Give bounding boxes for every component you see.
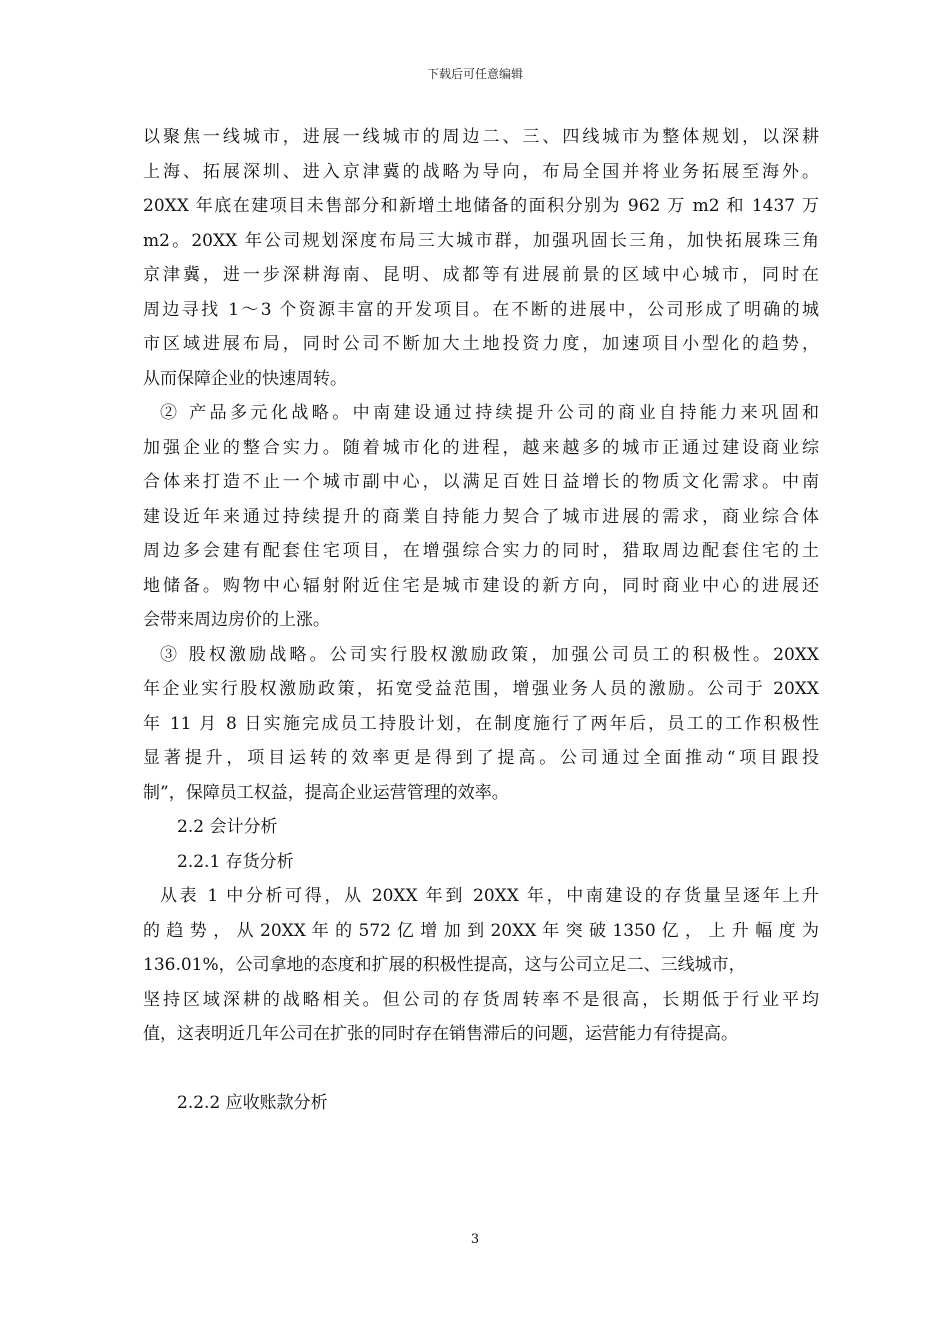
paragraph-line: 年 11 月 8 日实施完成员工持股计划，在制度施行了两年后，员工的工作积极性: [143, 713, 819, 734]
subsection-heading: 2.2.1 存货分析: [177, 851, 294, 872]
paragraph-line: 显著提升，项目运转的效率更是得到了提高。公司通过全面推动“项目跟投: [143, 748, 819, 768]
paragraph-line: ② 产品多元化战略。中南建设通过持续提升公司的商业自持能力来巩固和: [160, 403, 819, 423]
paragraph-line: 周边多会建有配套住宅项目，在增强综合实力的同时，猎取周边配套住宅的土: [143, 541, 819, 561]
paragraph-line: 合体来打造不止一个城市副中心，以满足百姓日益增长的物质文化需求。中南: [143, 472, 819, 492]
paragraph-line: 的 趋 势 ， 从 20XX 年 的 572 亿 增 加 到 20XX 年 突 破 1350 亿 ， 上 升 幅 度 为: [143, 920, 819, 941]
paragraph-line: 加强企业的整合实力。随着城市化的进程，越来越多的城市正通过建设商业综: [143, 437, 819, 458]
paragraph-line: 京津冀，进一步深耕海南、昆明、成都等有进展前景的区域中心城市，同时在: [143, 265, 819, 285]
paragraph-line: 会带来周边房价的上涨。: [143, 610, 330, 630]
paragraph-line: 上海、拓展深圳、进入京津冀的战略为导向，布局全国并将业务拓展至海外。: [143, 161, 819, 182]
paragraph-line: 坚持区域深耕的战略相关。但公司的存货周转率不是很高，长期低于行业平均: [143, 989, 819, 1010]
paragraph-line: 136.01%，公司拿地的态度和扩展的积极性提高，这与公司立足二、三线城市，: [143, 955, 746, 975]
paragraph-line: 从表 1 中分析可得，从 20XX 年到 20XX 年，中南建设的存货量呈逐年上升: [160, 886, 819, 906]
paragraph-line: 市区域进展布局，同时公司不断加大土地投资力度，加速项目小型化的趋势，: [143, 334, 819, 354]
paragraph-line: 从而保障企业的快速周转。: [143, 368, 347, 389]
page-number: 3: [470, 1232, 480, 1247]
paragraph-line: 年企业实行股权激励政策，拓宽受益范围，增强业务人员的激励。公司于 20XX: [143, 679, 819, 699]
blank-line: [143, 1052, 819, 1087]
section-heading: 2.2 会计分析: [177, 817, 278, 837]
paragraph-line: 值，这表明近几年公司在扩张的同时存在销售滞后的问题，运营能力有待提高。: [143, 1024, 738, 1044]
paragraph-line: m2。20XX 年公司规划深度布局三大城市群，加强巩固长三角，加快拓展珠三角: [143, 230, 819, 251]
paragraph-line: 20XX 年底在建项目未售部分和新增土地储备的面积分别为 962 万 m2 和 1437 万: [143, 196, 819, 216]
paragraph-line: 建设近年来通过持续提升的商業自持能力契合了城市进展的需求，商业综合体: [143, 506, 819, 527]
paragraph-line: 周边寻找 1～3 个资源丰富的开发项目。在不断的进展中，公司形成了明确的城: [143, 299, 819, 320]
paragraph-line: ③ 股权激励战略。公司实行股权激励政策，加强公司员工的积极性。20XX: [160, 644, 819, 665]
paragraph-line: 地储备。购物中心辐射附近住宅是城市建设的新方向，同时商业中心的进展还: [143, 575, 819, 596]
paragraph-line: 制”，保障员工权益，提高企业运营管理的效率。: [143, 782, 509, 803]
document-body: [143, 120, 819, 1121]
paragraph-line: 以聚焦一线城市，进展一线城市的周边二、三、四线城市为整体规划，以深耕: [143, 127, 819, 147]
page-header: 下载后可任意编辑: [426, 67, 523, 81]
subsection-heading: 2.2.2 应收账款分析: [177, 1093, 328, 1113]
